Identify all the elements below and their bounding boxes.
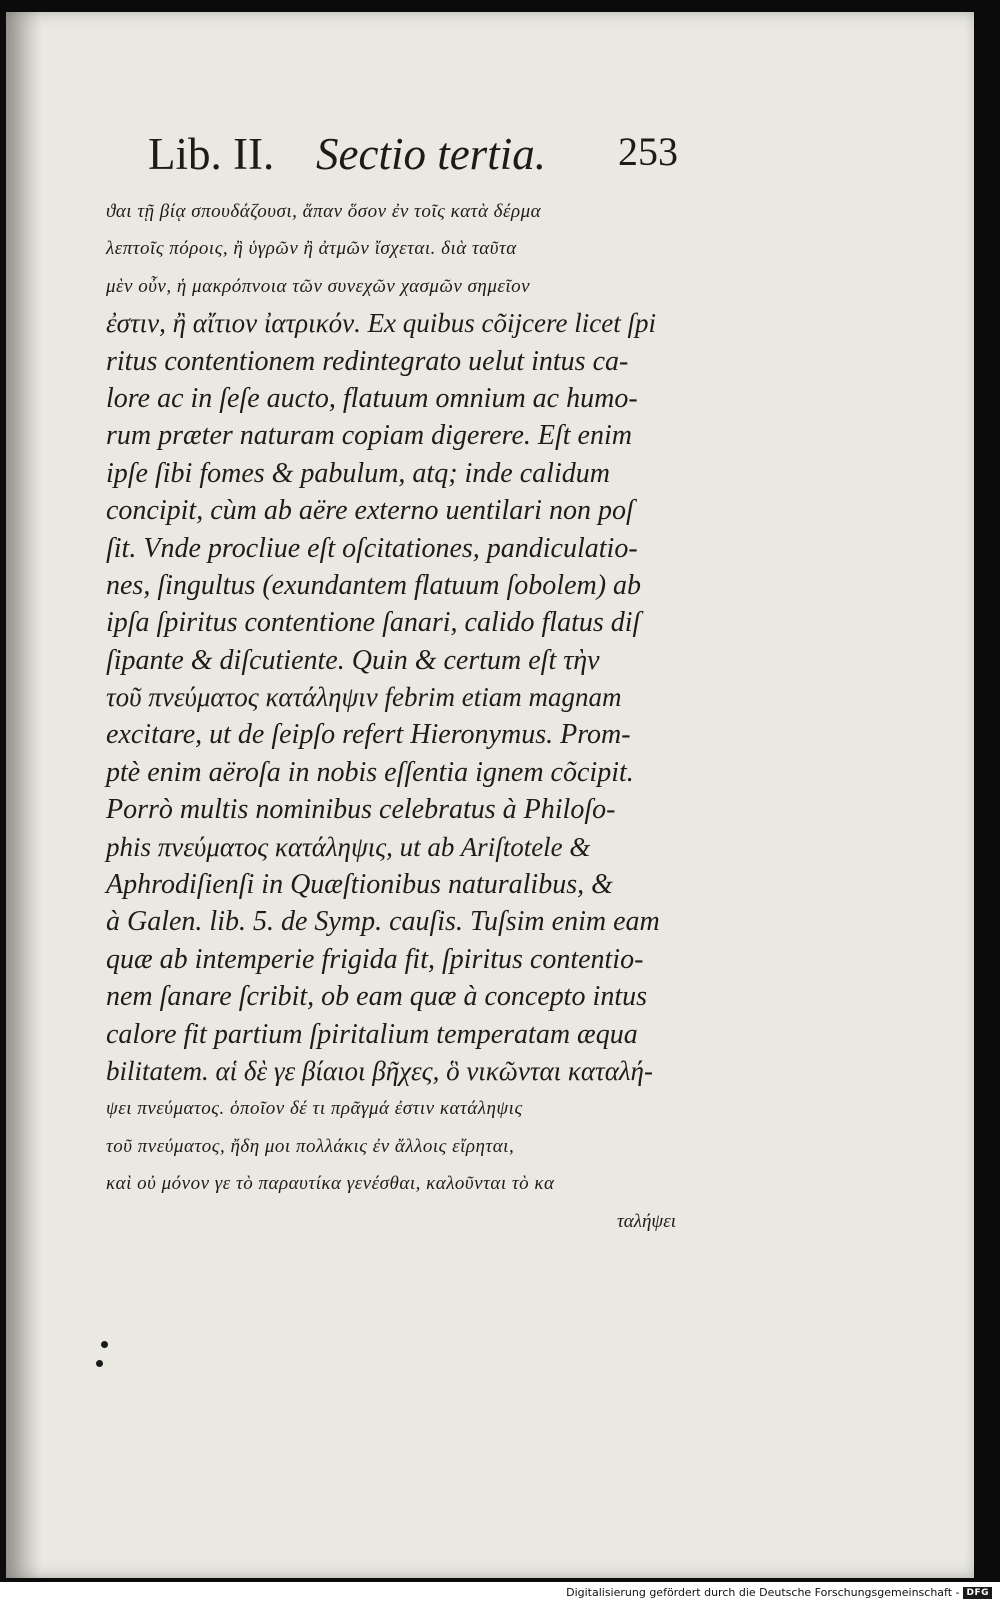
text-line: excitare, ut de ſeipſo refert Hieronymus. Prom- xyxy=(106,719,631,751)
spine-shadow xyxy=(6,12,42,1578)
text-line: ſipante & diſcutiente. Quin & certum eſt τὴν xyxy=(106,644,600,676)
text-line: bilitatem. αἱ δὲ γε βίαιοι βῆχες, ὃ νικῶνται καταλή- xyxy=(106,1055,653,1086)
text-line: Aphrodiſienſi in Quæſtionibus naturalibus, & xyxy=(106,869,613,901)
text-line: rum præter naturam copiam digerere. Eſt enim xyxy=(106,420,632,452)
text-line: τοῦ πνεύματος κατάληψιν febrim etiam magnam xyxy=(106,682,622,713)
text-line: ptè enim aëroſa in nobis eſſentia ignem cõcipit. xyxy=(106,756,634,788)
text-line: quæ ab intemperie frigida fit, ſpiritus contentio- xyxy=(106,943,644,975)
dfg-logo: DFG xyxy=(963,1587,992,1599)
body-text xyxy=(106,193,696,1240)
text-line: ταλήψει xyxy=(617,1210,676,1232)
ink-spot xyxy=(96,1360,103,1367)
text-line: ipſa ſpiritus contentione ſanari, calido flatus diſ xyxy=(106,607,641,639)
text-line: ipſe ſibi fomes & pabulum, atq; inde calidum xyxy=(106,457,610,489)
text-line: calore fit partium ſpiritalium temperatam æqua xyxy=(106,1018,638,1050)
digitization-credit xyxy=(566,1586,992,1599)
text-line: à Galen. lib. 5. de Symp. cauſis. Tuſsim enim eam xyxy=(106,906,660,938)
text-line: concipit, cùm ab aëre externo uentilari non poſ xyxy=(106,495,634,527)
section-label: Sectio tertia. xyxy=(316,129,546,179)
text-line: phis πνεύματος κατάληψις, ut ab Ariſtotele & xyxy=(106,831,591,862)
text-line: lore ac in ſeſe aucto, flatuum omnium ac humo- xyxy=(106,382,638,414)
text-line: τοῦ πνεύματος, ἤδη μοι πολλάκις ἐν ἄλλοις εἴρηται, xyxy=(106,1135,515,1157)
text-line: ſit. Vnde procliue eſt oſcitationes, pandiculatio- xyxy=(106,532,638,564)
text-line: ἐστιν, ἢ αἴτιον ἰατρικόν. Ex quibus cõijcere licet ſpi xyxy=(106,308,656,339)
text-line: ψει πνεύματος. ὁποῖον δέ τι πρᾶγμά ἐστιν κατάληψις xyxy=(106,1098,523,1120)
text-line: ritus contentionem redintegrato uelut intus ca- xyxy=(106,345,629,377)
running-header xyxy=(148,128,678,188)
text-line: μὲν οὖν, ἡ μακρόπνοια τῶν συνεχῶν χασμῶν σημεῖον xyxy=(106,275,531,297)
text-line: λεπτοῖς πόροις, ἢ ὑγρῶν ἢ ἀτμῶν ἴσχεται. διὰ ταῦτα xyxy=(106,238,517,260)
text-line: καὶ οὐ μόνον γε τὸ παραυτίκα γενέσθαι, καλοῦνται τὸ κα xyxy=(106,1173,555,1195)
text-line: ϑαι τῇ βίᾳ σπουδάζουσι, ἅπαν ὅσον ἐν τοῖς κατὰ δέρμα xyxy=(106,201,542,222)
credit-text: Digitalisierung gefördert durch die Deutsche Forschungsgemeinschaft - xyxy=(566,1586,960,1599)
text-line: nem ſanare ſcribit, ob eam quæ à concepto intus xyxy=(106,981,647,1013)
ink-spot xyxy=(101,1341,108,1348)
book-label: Lib. II. xyxy=(148,129,275,179)
text-line: nes, ſingultus (exundantem flatuum ſobolem) ab xyxy=(106,569,642,601)
text-line: Porrò multis nominibus celebratus à Philoſo- xyxy=(106,794,616,826)
page-number: 253 xyxy=(618,129,678,174)
